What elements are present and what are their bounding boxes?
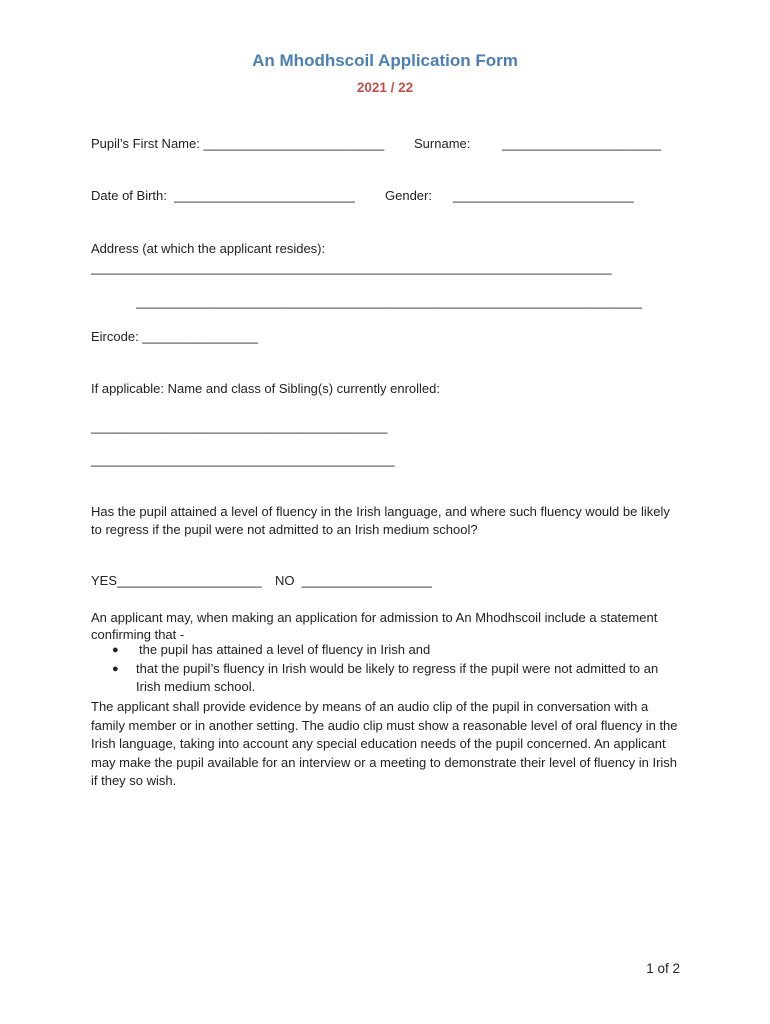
bullet-icon: ● [112,662,119,675]
bullet-icon: ● [112,644,119,656]
form-title: An Mhodhscoil Application Form [252,51,518,70]
address-label: Address (at which the applicant resides): [91,241,326,256]
sibling-line-1[interactable]: _________________________________________ [91,419,388,434]
date-of-birth-field[interactable]: Date of Birth: _________________________ [91,188,355,203]
list-item [91,641,681,660]
sibling-line-2[interactable]: __________________________________________ [91,452,395,467]
bullet-text: the pupil has attained a level of fluency in Irish and [139,642,431,657]
page-indicator: 1 of 2 [646,961,680,976]
yes-option-tail: ____ [232,573,262,588]
school-year: 2021 / 22 [356,80,414,95]
surname-field[interactable]: ______________________ [502,136,662,151]
bullet-text: that the pupil’s fluency in Irish would be likely to regress if the pupil were not admitted to an Irish medium school. [136,660,659,695]
eircode-field[interactable]: Eircode: ________________ [91,329,258,344]
evidence-paragraph: The applicant shall provide evidence by means of an audio clip of the pupil in conversation with a family member or in another setting. The audio clip must show a reasonable level of oral fluency in the Irish language, taking into account any special education needs of the pupil concerned. An applicant may make the pupil available for an interview or a meeting to demonstrate their level of fluency in Irish if they so wish. [91,699,678,789]
no-option[interactable]: NO __________________ [275,573,432,588]
address-line-2[interactable]: ______________________________________________________________________ [136,294,643,309]
first-name-field[interactable]: Pupil’s First Name: _________________________ [91,136,385,151]
gender-label: Gender: [385,188,432,203]
list-item [91,660,681,697]
sibling-label: If applicable: Name and class of Sibling(s) currently enrolled: [91,381,441,396]
fluency-question: Has the pupil attained a level of fluency in the Irish language, and where such fluency would be likely to regress if the pupil were not admitted to an Irish medium school? [91,504,670,537]
statement-intro: An applicant may, when making an application for admission to An Mhodhscoil include a statement confirming that - [91,610,658,642]
address-line-1[interactable]: ________________________________________________________________________ [91,260,612,275]
surname-label: Surname: [414,136,471,151]
statement-bullet-list [91,641,681,697]
gender-field[interactable]: _________________________ [453,188,634,203]
yes-option[interactable] [91,573,262,588]
yes-option-line: YES________________ [91,573,233,588]
